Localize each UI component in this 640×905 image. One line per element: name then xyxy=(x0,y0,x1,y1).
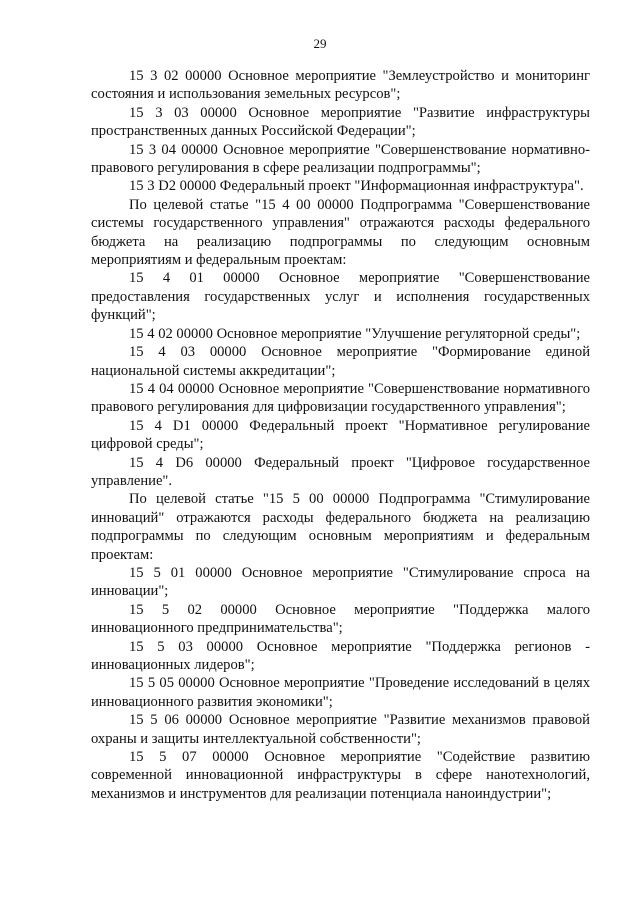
paragraph: 15 4 01 00000 Основное мероприятие "Совершенствование предоставления государственных услуг и исполнения государственных функций"; xyxy=(91,270,590,324)
paragraph: По целевой статье "15 4 00 00000 Подпрограмма "Совершенствование системы государственного управления" отражаются расходы федерального бюджета на реализацию подпрограммы по следующим основным мероприятиям и федеральным проектам: xyxy=(91,196,590,269)
paragraph: 15 4 D1 00000 Федеральный проект "Нормативное регулирование цифровой среды"; xyxy=(91,417,590,453)
paragraph: 15 5 05 00000 Основное мероприятие "Проведение исследований в целях инновационного развития экономики"; xyxy=(91,675,590,710)
paragraph: 15 5 06 00000 Основное мероприятие "Развитие механизмов правовой охраны и защиты интеллектуальной собственности"; xyxy=(91,712,590,747)
paragraph: 15 5 07 00000 Основное мероприятие "Содействие развитию современной инновационной инфраструктуры в сфере нанотехнологий, механизмов и инструментов для реализации потенциала наноиндустрии"; xyxy=(91,749,590,802)
paragraph: 15 4 04 00000 Основное мероприятие "Совершенствование нормативного правового регулирования для цифровизации государственного управления"; xyxy=(91,380,590,416)
paragraph: 15 3 03 00000 Основное мероприятие "Развитие инфраструктуры пространственных данных Российской Федерации"; xyxy=(91,104,590,140)
paragraph: 15 3 D2 00000 Федеральный проект "Информационная инфраструктура". xyxy=(129,178,584,195)
paragraph: 15 4 03 00000 Основное мероприятие "Формирование единой национальной системы аккредитации"; xyxy=(91,344,590,379)
paragraph: По целевой статье "15 5 00 00000 Подпрограмма "Стимулирование инноваций" отражаются расходы федерального бюджета на реализацию подпрограммы по следующим основным мероприятиям и федеральным проектам: xyxy=(91,491,590,563)
document-body xyxy=(91,67,590,803)
paragraph: 15 4 D6 00000 Федеральный проект "Цифровое государственное управление". xyxy=(91,454,590,489)
page-number: 29 xyxy=(313,36,327,51)
paragraph: 15 3 04 00000 Основное мероприятие "Совершенствование нормативно-правового регулирования в сфере реализации подпрограммы"; xyxy=(91,141,590,177)
paragraph: 15 5 01 00000 Основное мероприятие "Стимулирование спроса на инновации"; xyxy=(91,564,590,600)
paragraph: 15 5 03 00000 Основное мероприятие "Поддержка регионов - инновационных лидеров"; xyxy=(91,638,590,673)
paragraph: 15 5 02 00000 Основное мероприятие "Поддержка малого инновационного предпринимательства"; xyxy=(91,601,590,637)
paragraph: 15 4 02 00000 Основное мероприятие "Улучшение регуляторной среды"; xyxy=(129,325,581,342)
paragraph: 15 3 02 00000 Основное мероприятие "Землеустройство и мониторинг состояния и использования земельных ресурсов"; xyxy=(91,68,590,103)
